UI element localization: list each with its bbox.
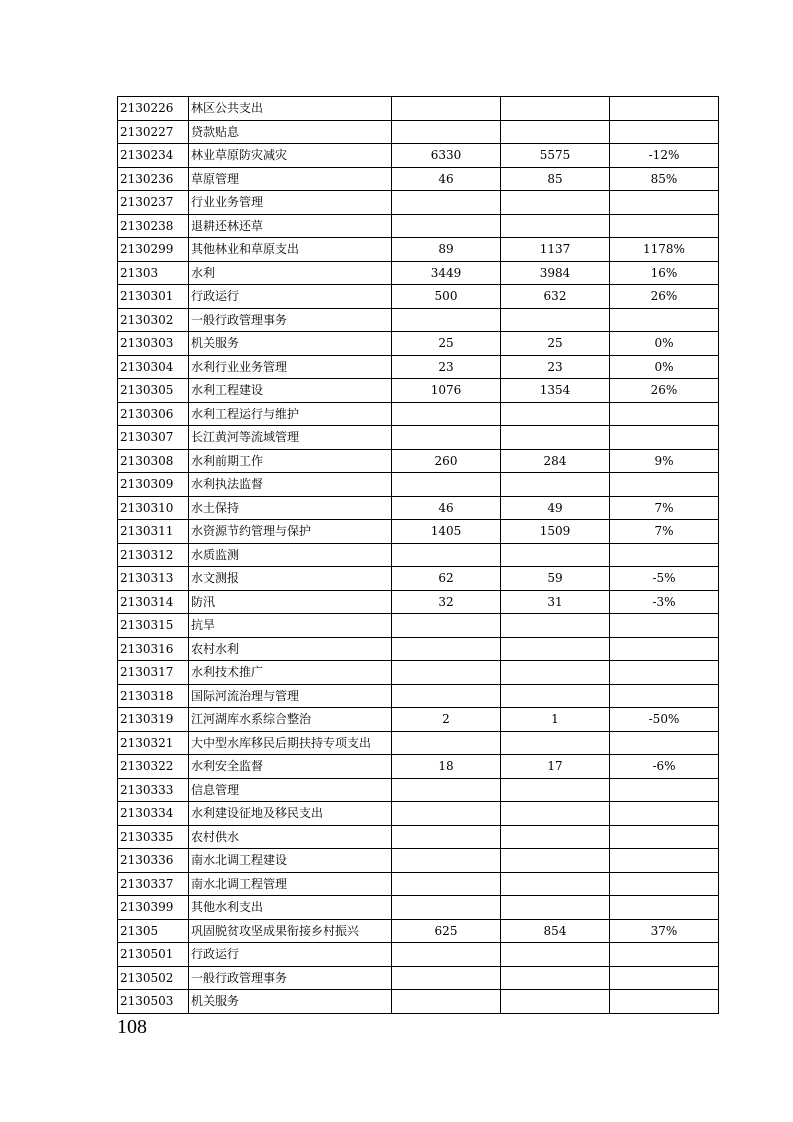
value-cell-1: 46 <box>392 167 501 191</box>
value-cell-1 <box>392 661 501 685</box>
value-cell-2: 49 <box>501 496 610 520</box>
budget-table-body <box>118 97 719 1014</box>
value-cell-2: 284 <box>501 449 610 473</box>
change-cell: 7% <box>610 496 719 520</box>
name-cell: 一般行政管理事务 <box>189 966 392 990</box>
code-cell: 2130315 <box>118 614 189 638</box>
table-row <box>118 684 719 708</box>
change-cell: -12% <box>610 144 719 168</box>
table-row <box>118 214 719 238</box>
code-cell: 2130307 <box>118 426 189 450</box>
name-cell: 长江黄河等流域管理 <box>189 426 392 450</box>
change-cell: 1178% <box>610 238 719 262</box>
code-cell: 2130322 <box>118 755 189 779</box>
value-cell-2 <box>501 473 610 497</box>
value-cell-2 <box>501 637 610 661</box>
value-cell-1 <box>392 214 501 238</box>
change-cell: 85% <box>610 167 719 191</box>
table-row <box>118 285 719 309</box>
value-cell-1 <box>392 191 501 215</box>
value-cell-2: 5575 <box>501 144 610 168</box>
table-row <box>118 120 719 144</box>
name-cell: 巩固脱贫攻坚成果衔接乡村振兴 <box>189 919 392 943</box>
value-cell-2 <box>501 214 610 238</box>
value-cell-2: 59 <box>501 567 610 591</box>
table-row <box>118 802 719 826</box>
value-cell-2: 632 <box>501 285 610 309</box>
value-cell-1 <box>392 990 501 1014</box>
value-cell-2: 17 <box>501 755 610 779</box>
name-cell: 水利执法监督 <box>189 473 392 497</box>
value-cell-2 <box>501 684 610 708</box>
table-row <box>118 590 719 614</box>
code-cell: 2130304 <box>118 355 189 379</box>
code-cell: 2130317 <box>118 661 189 685</box>
change-cell: -6% <box>610 755 719 779</box>
change-cell: 26% <box>610 285 719 309</box>
change-cell <box>610 684 719 708</box>
name-cell: 退耕还林还草 <box>189 214 392 238</box>
value-cell-2 <box>501 802 610 826</box>
code-cell: 2130303 <box>118 332 189 356</box>
value-cell-2 <box>501 308 610 332</box>
value-cell-2: 25 <box>501 332 610 356</box>
table-row <box>118 402 719 426</box>
value-cell-1 <box>392 778 501 802</box>
code-cell: 2130502 <box>118 966 189 990</box>
value-cell-1: 62 <box>392 567 501 591</box>
name-cell: 林区公共支出 <box>189 97 392 121</box>
table-row <box>118 144 719 168</box>
table-row <box>118 755 719 779</box>
change-cell: 37% <box>610 919 719 943</box>
change-cell: -50% <box>610 708 719 732</box>
value-cell-2: 854 <box>501 919 610 943</box>
name-cell: 行政运行 <box>189 285 392 309</box>
value-cell-1: 89 <box>392 238 501 262</box>
value-cell-2: 85 <box>501 167 610 191</box>
value-cell-1: 32 <box>392 590 501 614</box>
value-cell-1 <box>392 684 501 708</box>
change-cell <box>610 426 719 450</box>
change-cell <box>610 402 719 426</box>
table-row <box>118 332 719 356</box>
value-cell-1: 1405 <box>392 520 501 544</box>
value-cell-1: 625 <box>392 919 501 943</box>
value-cell-1: 2 <box>392 708 501 732</box>
value-cell-2 <box>501 402 610 426</box>
value-cell-2: 31 <box>501 590 610 614</box>
value-cell-2 <box>501 543 610 567</box>
value-cell-1: 23 <box>392 355 501 379</box>
value-cell-1 <box>392 120 501 144</box>
code-cell: 21303 <box>118 261 189 285</box>
name-cell: 行政运行 <box>189 943 392 967</box>
table-row <box>118 731 719 755</box>
change-cell <box>610 661 719 685</box>
table-row <box>118 97 719 121</box>
value-cell-1 <box>392 402 501 426</box>
value-cell-2 <box>501 191 610 215</box>
code-cell: 2130305 <box>118 379 189 403</box>
code-cell: 2130314 <box>118 590 189 614</box>
name-cell: 贷款贴息 <box>189 120 392 144</box>
value-cell-1 <box>392 308 501 332</box>
code-cell: 2130319 <box>118 708 189 732</box>
name-cell: 大中型水库移民后期扶持专项支出 <box>189 731 392 755</box>
name-cell: 水利行业业务管理 <box>189 355 392 379</box>
name-cell: 水土保持 <box>189 496 392 520</box>
name-cell: 南水北调工程管理 <box>189 872 392 896</box>
value-cell-1 <box>392 849 501 873</box>
code-cell: 2130302 <box>118 308 189 332</box>
change-cell: 26% <box>610 379 719 403</box>
budget-table <box>117 96 719 1014</box>
value-cell-2 <box>501 731 610 755</box>
value-cell-1 <box>392 802 501 826</box>
change-cell <box>610 802 719 826</box>
value-cell-2 <box>501 120 610 144</box>
change-cell <box>610 872 719 896</box>
change-cell <box>610 97 719 121</box>
change-cell <box>610 825 719 849</box>
value-cell-2: 1137 <box>501 238 610 262</box>
change-cell <box>610 543 719 567</box>
code-cell: 2130321 <box>118 731 189 755</box>
value-cell-1 <box>392 943 501 967</box>
table-row <box>118 238 719 262</box>
code-cell: 2130313 <box>118 567 189 591</box>
code-cell: 2130399 <box>118 896 189 920</box>
code-cell: 2130335 <box>118 825 189 849</box>
table-row <box>118 919 719 943</box>
value-cell-1 <box>392 896 501 920</box>
code-cell: 2130306 <box>118 402 189 426</box>
value-cell-1: 25 <box>392 332 501 356</box>
name-cell: 抗旱 <box>189 614 392 638</box>
name-cell: 水文测报 <box>189 567 392 591</box>
code-cell: 2130301 <box>118 285 189 309</box>
change-cell <box>610 308 719 332</box>
change-cell: -3% <box>610 590 719 614</box>
table-row <box>118 896 719 920</box>
value-cell-2: 1 <box>501 708 610 732</box>
table-row <box>118 308 719 332</box>
table-row <box>118 708 719 732</box>
change-cell: 7% <box>610 520 719 544</box>
name-cell: 南水北调工程建设 <box>189 849 392 873</box>
change-cell <box>610 214 719 238</box>
name-cell: 江河湖库水系综合整治 <box>189 708 392 732</box>
table-row <box>118 496 719 520</box>
name-cell: 机关服务 <box>189 332 392 356</box>
code-cell: 2130309 <box>118 473 189 497</box>
name-cell: 林业草原防灾减灾 <box>189 144 392 168</box>
name-cell: 水利工程运行与维护 <box>189 402 392 426</box>
change-cell: -5% <box>610 567 719 591</box>
value-cell-2 <box>501 426 610 450</box>
code-cell: 2130226 <box>118 97 189 121</box>
name-cell: 国际河流治理与管理 <box>189 684 392 708</box>
code-cell: 2130318 <box>118 684 189 708</box>
name-cell: 农村供水 <box>189 825 392 849</box>
value-cell-2: 3984 <box>501 261 610 285</box>
name-cell: 行业业务管理 <box>189 191 392 215</box>
name-cell: 水质监测 <box>189 543 392 567</box>
value-cell-1 <box>392 825 501 849</box>
change-cell: 0% <box>610 332 719 356</box>
change-cell <box>610 896 719 920</box>
name-cell: 水利建设征地及移民支出 <box>189 802 392 826</box>
table-row <box>118 778 719 802</box>
table-row <box>118 637 719 661</box>
change-cell <box>610 473 719 497</box>
name-cell: 草原管理 <box>189 167 392 191</box>
value-cell-2 <box>501 661 610 685</box>
change-cell <box>610 191 719 215</box>
table-row <box>118 543 719 567</box>
table-row <box>118 167 719 191</box>
value-cell-2 <box>501 896 610 920</box>
page-number: 108 <box>117 1016 147 1038</box>
name-cell: 水利前期工作 <box>189 449 392 473</box>
table-row <box>118 614 719 638</box>
code-cell: 2130503 <box>118 990 189 1014</box>
change-cell <box>610 849 719 873</box>
value-cell-2: 1509 <box>501 520 610 544</box>
name-cell: 水资源节约管理与保护 <box>189 520 392 544</box>
name-cell: 水利工程建设 <box>189 379 392 403</box>
value-cell-2 <box>501 966 610 990</box>
code-cell: 2130337 <box>118 872 189 896</box>
change-cell <box>610 731 719 755</box>
value-cell-1: 1076 <box>392 379 501 403</box>
table-row <box>118 426 719 450</box>
code-cell: 2130311 <box>118 520 189 544</box>
table-row <box>118 990 719 1014</box>
value-cell-1: 3449 <box>392 261 501 285</box>
code-cell: 2130227 <box>118 120 189 144</box>
code-cell: 2130308 <box>118 449 189 473</box>
value-cell-1 <box>392 872 501 896</box>
value-cell-1: 46 <box>392 496 501 520</box>
value-cell-1: 260 <box>392 449 501 473</box>
value-cell-1 <box>392 426 501 450</box>
table-row <box>118 355 719 379</box>
value-cell-2 <box>501 778 610 802</box>
code-cell: 2130237 <box>118 191 189 215</box>
value-cell-1 <box>392 97 501 121</box>
name-cell: 水利技术推广 <box>189 661 392 685</box>
table-row <box>118 449 719 473</box>
value-cell-2 <box>501 97 610 121</box>
name-cell: 防汛 <box>189 590 392 614</box>
code-cell: 2130334 <box>118 802 189 826</box>
table-row <box>118 849 719 873</box>
change-cell <box>610 120 719 144</box>
name-cell: 水利安全监督 <box>189 755 392 779</box>
value-cell-1 <box>392 966 501 990</box>
change-cell <box>610 966 719 990</box>
table-row <box>118 943 719 967</box>
table-row <box>118 261 719 285</box>
name-cell: 机关服务 <box>189 990 392 1014</box>
table-row <box>118 520 719 544</box>
value-cell-1 <box>392 543 501 567</box>
code-cell: 2130316 <box>118 637 189 661</box>
change-cell <box>610 990 719 1014</box>
change-cell: 9% <box>610 449 719 473</box>
table-row <box>118 966 719 990</box>
table-row <box>118 379 719 403</box>
value-cell-2 <box>501 990 610 1014</box>
name-cell: 其他水利支出 <box>189 896 392 920</box>
value-cell-2 <box>501 872 610 896</box>
table-row <box>118 473 719 497</box>
value-cell-1: 6330 <box>392 144 501 168</box>
table-row <box>118 825 719 849</box>
name-cell: 农村水利 <box>189 637 392 661</box>
change-cell <box>610 614 719 638</box>
code-cell: 2130310 <box>118 496 189 520</box>
name-cell: 一般行政管理事务 <box>189 308 392 332</box>
table-row <box>118 872 719 896</box>
value-cell-2 <box>501 614 610 638</box>
change-cell <box>610 943 719 967</box>
code-cell: 2130336 <box>118 849 189 873</box>
value-cell-2: 23 <box>501 355 610 379</box>
value-cell-2: 1354 <box>501 379 610 403</box>
change-cell <box>610 778 719 802</box>
table-row <box>118 661 719 685</box>
name-cell: 其他林业和草原支出 <box>189 238 392 262</box>
code-cell: 2130312 <box>118 543 189 567</box>
value-cell-2 <box>501 943 610 967</box>
value-cell-1: 18 <box>392 755 501 779</box>
code-cell: 2130234 <box>118 144 189 168</box>
table-row <box>118 191 719 215</box>
code-cell: 21305 <box>118 919 189 943</box>
name-cell: 水利 <box>189 261 392 285</box>
value-cell-1 <box>392 731 501 755</box>
code-cell: 2130501 <box>118 943 189 967</box>
name-cell: 信息管理 <box>189 778 392 802</box>
code-cell: 2130333 <box>118 778 189 802</box>
value-cell-2 <box>501 825 610 849</box>
value-cell-2 <box>501 849 610 873</box>
value-cell-1 <box>392 473 501 497</box>
code-cell: 2130236 <box>118 167 189 191</box>
value-cell-1 <box>392 614 501 638</box>
change-cell <box>610 637 719 661</box>
code-cell: 2130299 <box>118 238 189 262</box>
code-cell: 2130238 <box>118 214 189 238</box>
change-cell: 16% <box>610 261 719 285</box>
table-row <box>118 567 719 591</box>
value-cell-1: 500 <box>392 285 501 309</box>
value-cell-1 <box>392 637 501 661</box>
change-cell: 0% <box>610 355 719 379</box>
